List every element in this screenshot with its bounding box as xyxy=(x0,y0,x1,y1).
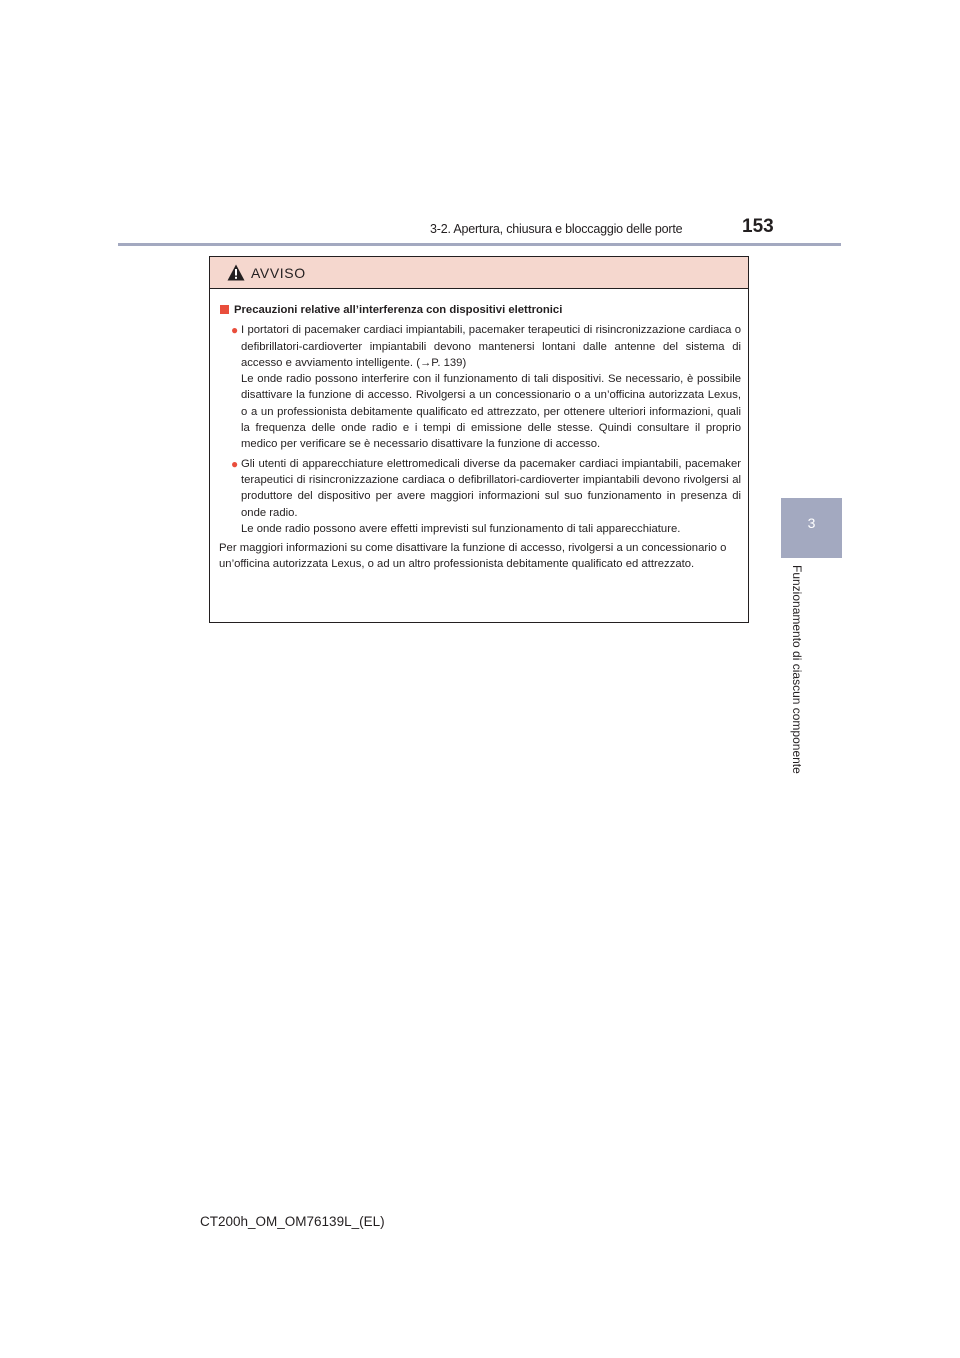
warning-triangle-icon xyxy=(227,264,245,281)
chapter-label: Funzionamento di ciascun componente xyxy=(790,565,804,774)
page-number: 153 xyxy=(742,216,774,237)
circle-bullet-icon: ● xyxy=(231,456,239,471)
circle-bullet-icon: ● xyxy=(231,323,239,338)
chapter-number: 3 xyxy=(807,515,816,531)
header-rule xyxy=(118,243,841,246)
list-item xyxy=(219,322,741,452)
closing-paragraph: Per maggiori informazioni su come disattivare la funzione di accesso, rivolgersi a un concessionario o un’officina autorizzata Lexus, o ad un altro professionista debitamente qualificato ed attrezzato. xyxy=(219,542,727,571)
page-section-title: 3-2. Apertura, chiusura e bloccaggio delle porte xyxy=(430,222,683,236)
list-item-paragraph: I portatori di pacemaker cardiaci impiantabili, pacemaker terapeutici di risincronizzazione cardiaca o defibrillatori-cardioverter impiantabili devono mantenersi lontani dalle antenne del sistema di accesso e avviamento intelligente. (→P. 139) xyxy=(241,324,741,369)
list-item-text xyxy=(241,322,741,452)
warning-content xyxy=(210,289,748,573)
warning-header xyxy=(210,257,748,289)
warning-section-title-text: Precauzioni relative all’interferenza con dispositivi elettronici xyxy=(234,304,563,316)
footer-document-code: CT200h_OM_OM76139L_(EL) xyxy=(200,1214,385,1229)
chapter-tab xyxy=(781,498,842,558)
warning-box xyxy=(209,256,749,623)
warning-title: AVVISO xyxy=(251,264,306,281)
list-item-text xyxy=(241,456,741,537)
list-item xyxy=(219,456,741,537)
list-item-paragraph: Le onde radio possono avere effetti imprevisti sul funzionamento di tali apparecchiature. xyxy=(241,522,681,535)
square-marker-icon xyxy=(220,305,229,314)
list-item-paragraph: Gli utenti di apparecchiature elettromedicali diverse da pacemaker cardiaci impiantabili, pacemaker terapeutici di risincronizzazione cardiaca o defibrillatori-cardioverter impiantabili devono rivolgersi al produttore del dispositivo per avere maggiori informazioni sul suo funzionamento in presenza di onde radio. xyxy=(241,457,741,519)
list-item-paragraph: Le onde radio possono interferire con il funzionamento di tali dispositivi. Se necessario, è possibile disattivare la funzione di accesso. Rivolgersi a un concessionario o a un’officina autorizzata Lexus, o a un professionista debitamente qualificato ed attrezzato, per ottenere ulteriori informazioni, quali la frequenza delle onde radio e i tempi di emissione delle stesse. Quindi consultare il proprio medico per verificare se è necessario disattivare la funzione di accesso. xyxy=(241,373,741,451)
warning-section-title xyxy=(219,302,741,318)
